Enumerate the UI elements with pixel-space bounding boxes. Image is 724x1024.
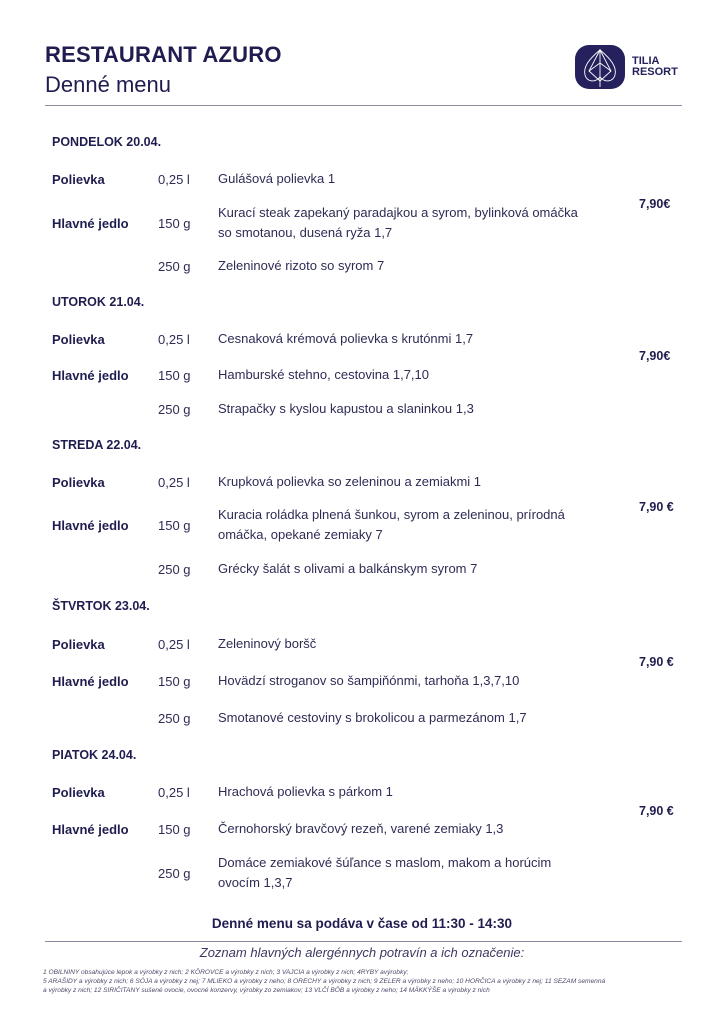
logo-text-line1: TILIA [632,55,660,67]
row-quantity: 250 g [158,259,191,274]
row-quantity: 0,25 l [158,475,190,490]
row-label: Hlavné jedlo [52,518,129,533]
row-dish: Černohorský bravčový rezeň, varené zemiaky 1,3 [218,821,504,836]
row-quantity: 0,25 l [158,637,190,652]
price: 7,90€ [639,349,671,363]
row-dish: Zeleninový boršč [218,636,317,651]
price: 7,90€ [639,197,671,211]
allergen-line: 5 ARAŠIDY a výrobky z nich; 6 SÓJA a výrobky z nej; 7 MLIEKO a výrobky z neho; 8 ORECHY a výrobky z nich; 9 ZELER a výrobky z neho; 10 HORČICA a výrobky z nej; 11 SEZAM semenná [43,978,606,985]
page-title: RESTAURANT AZURO [45,42,282,67]
row-quantity: 0,25 l [158,172,190,187]
row-label: Hlavné jedlo [52,368,129,383]
footer-divider [45,941,682,942]
logo-text-line2: RESORT [632,66,678,78]
row-label: Hlavné jedlo [52,822,129,837]
serving-time: Denné menu sa podáva v čase od 11:30 - 14:30 [211,916,513,931]
row-dish: Domáce zemiakové šúľance s maslom, makom a horúcim ovocím 1,3,7 [218,855,552,890]
row-quantity: 150 g [158,674,191,689]
row-dish: Gulášová polievka 1 [218,171,336,186]
row-quantity: 150 g [158,822,191,837]
row-quantity: 250 g [158,866,191,881]
row-dish: Zeleninové rizoto so syrom 7 [218,258,385,273]
header-divider [45,105,682,106]
price: 7,90 € [639,655,674,669]
row-label: Polievka [52,332,105,347]
tilia-resort-logo-icon [575,45,625,89]
row-dish: Hovädzí stroganov so šampiňónmi, tarhoňa 1,3,7,10 [218,673,520,688]
allergen-title: Zoznam hlavných alergénnych potravín a ich označenie: [199,945,525,960]
row-label: Polievka [52,475,105,490]
row-quantity: 250 g [158,711,191,726]
row-quantity: 250 g [158,562,191,577]
row-quantity: 150 g [158,216,191,231]
row-label: Hlavné jedlo [52,216,129,231]
row-quantity: 0,25 l [158,332,190,347]
row-quantity: 0,25 l [158,785,190,800]
day-heading: STREDA 22.04. [52,438,142,452]
allergen-list [43,968,693,995]
allergen-line: 1 OBILNINY obsahujúce lepok a výrobky z nich; 2 KÔROVCE a výrobky z nich; 3 VAJCIA a výrobky z nich; 4RYBY avýrobky; [43,969,409,976]
row-dish: Smotanové cestoviny s brokolicou a parmezánom 1,7 [218,710,527,725]
row-dish: Hrachová polievka s párkom 1 [218,784,393,799]
page-subtitle: Denné menu [45,72,171,97]
row-label: Hlavné jedlo [52,674,129,689]
row-label: Polievka [52,785,105,800]
day-heading: ŠTVRTOK 23.04. [52,599,150,613]
row-dish: Kuracia roládka plnená šunkou, syrom a zeleninou, prírodná omáčka, opekané zemiaky 7 [218,507,565,542]
row-dish: Grécky šalát s olivami a balkánskym syrom 7 [218,561,478,576]
row-dish: Kurací steak zapekaný paradajkou a syrom, bylinková omáčka so smotanou, dusená ryža 1,7 [218,205,578,240]
allergen-line: a výrobky z nich; 12 SIRIČITANY sušené ovocie, ovocné konzervy, výrobky zo zemiakov; 13 VLČÍ BÔB a výrobky z neho; 14 MÄKKÝŠE a výrobky z nich [43,987,490,994]
row-quantity: 150 g [158,368,191,383]
row-dish: Cesnaková krémová polievka s krutónmi 1,7 [218,331,474,346]
row-label: Polievka [52,172,105,187]
row-dish: Hamburské stehno, cestovina 1,7,10 [218,367,430,382]
day-heading: PIATOK 24.04. [52,748,137,762]
day-heading: PONDELOK 20.04. [52,135,162,149]
row-dish: Krupková polievka so zeleninou a zemiakmi 1 [218,474,482,489]
price: 7,90 € [639,804,674,818]
row-label: Polievka [52,637,105,652]
row-quantity: 250 g [158,402,191,417]
day-heading: UTOROK 21.04. [52,295,145,309]
logo-text [632,56,678,78]
row-quantity: 150 g [158,518,191,533]
price: 7,90 € [639,500,674,514]
row-dish: Strapačky s kyslou kapustou a slaninkou 1,3 [218,401,474,416]
